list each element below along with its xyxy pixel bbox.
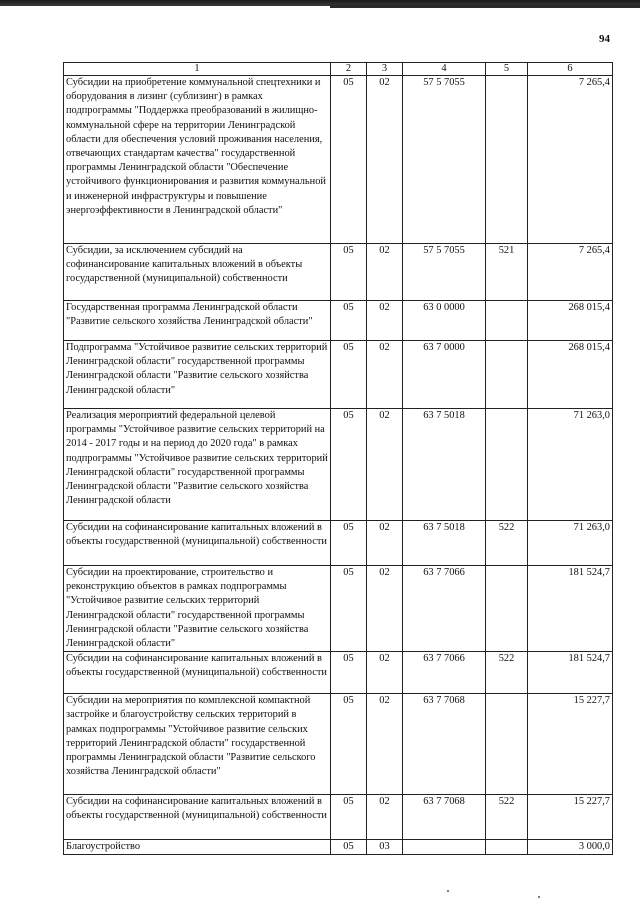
row-name: Благоустройство: [64, 840, 331, 855]
row-subsection: 02: [367, 244, 403, 301]
row-subsection: 02: [367, 409, 403, 521]
table-header: [64, 63, 613, 76]
row-name: Государственная программа Ленинградской области "Развитие сельского хозяйства Ленинградской области": [64, 301, 331, 341]
row-target-code: 63 7 5018: [403, 409, 486, 521]
budget-table: [63, 62, 613, 855]
row-name: Реализация мероприятий федеральной целевой программы "Устойчивое развитие сельских территорий на 2014 - 2017 годы и на период до 2020 года" в рамках подпрограммы "Устойчивое развитие сельских территорий Ленинградской области" государственной программы Ленинградской области "Развитие сельского хозяйства Ленинградской области: [64, 409, 331, 521]
row-target-code: 63 7 7068: [403, 795, 486, 840]
row-target-code: 63 7 7066: [403, 566, 486, 652]
row-subsection: 02: [367, 341, 403, 409]
row-target-code: 57 5 7055: [403, 76, 486, 244]
table-body: [64, 76, 613, 855]
row-subsection: 02: [367, 521, 403, 566]
table-row: [64, 652, 613, 694]
row-name: Субсидии на проектирование, строительство и реконструкцию объектов в рамках подпрограммы "Устойчивое развитие сельских территорий Ленинградской области" государственной программы Ленинградской области "Развитие сельского хозяйства Ленинградской области": [64, 566, 331, 652]
row-expense-type: 522: [486, 652, 528, 694]
scan-speck: [447, 890, 449, 892]
table-row: [64, 341, 613, 409]
header-col-3: 3: [367, 63, 403, 76]
row-name: Субсидии на приобретение коммунальной спецтехники и оборудования в лизинг (сублизинг) в рамках подпрограммы "Поддержка преобразований в жилищно-коммунальной сфере на территории Ленинградской области для обеспечения условий проживания населения, отвечающих стандартам качества" государственной программы Ленинградской области "Обеспечение устойчивого функционирования и развития коммунальной и инженерной инфраструктуры и повышение энергоэффективности в Ленинградской области": [64, 76, 331, 244]
row-section: 05: [331, 795, 367, 840]
row-section: 05: [331, 652, 367, 694]
row-amount: 268 015,4: [528, 341, 613, 409]
row-expense-type: [486, 341, 528, 409]
row-target-code: 63 7 7068: [403, 694, 486, 795]
row-expense-type: [486, 301, 528, 341]
header-col-2: 2: [331, 63, 367, 76]
row-target-code: [403, 840, 486, 855]
row-section: 05: [331, 694, 367, 795]
row-amount: 7 265,4: [528, 244, 613, 301]
header-col-6: 6: [528, 63, 613, 76]
row-section: 05: [331, 566, 367, 652]
row-name: Субсидии на софинансирование капитальных вложений в объекты государственной (муниципальной) собственности: [64, 652, 331, 694]
row-name: Субсидии на софинансирование капитальных вложений в объекты государственной (муниципальной) собственности: [64, 521, 331, 566]
row-subsection: 02: [367, 795, 403, 840]
row-section: 05: [331, 301, 367, 341]
table-row: [64, 521, 613, 566]
row-target-code: 63 7 7066: [403, 652, 486, 694]
row-name: Подпрограмма "Устойчивое развитие сельских территорий Ленинградской области" государственной программы Ленинградской области "Развитие сельского хозяйства Ленинградской области": [64, 341, 331, 409]
table-row: [64, 840, 613, 855]
row-section: 05: [331, 76, 367, 244]
table-row: [64, 244, 613, 301]
scan-top-border-tail: [330, 5, 640, 8]
row-name: Субсидии на софинансирование капитальных вложений в объекты государственной (муниципальной) собственности: [64, 795, 331, 840]
row-expense-type: [486, 840, 528, 855]
header-col-1: 1: [64, 63, 331, 76]
row-expense-type: [486, 409, 528, 521]
row-amount: 71 263,0: [528, 521, 613, 566]
row-section: 05: [331, 244, 367, 301]
row-subsection: 02: [367, 652, 403, 694]
row-target-code: 63 7 5018: [403, 521, 486, 566]
row-expense-type: [486, 694, 528, 795]
row-amount: 181 524,7: [528, 566, 613, 652]
row-amount: 15 227,7: [528, 795, 613, 840]
row-target-code: 63 7 0000: [403, 341, 486, 409]
row-name: Субсидии, за исключением субсидий на софинансирование капитальных вложений в объекты государственной (муниципальной) собственности: [64, 244, 331, 301]
row-expense-type: 521: [486, 244, 528, 301]
row-subsection: 02: [367, 694, 403, 795]
row-amount: 7 265,4: [528, 76, 613, 244]
table-row: [64, 566, 613, 652]
row-expense-type: [486, 566, 528, 652]
row-section: 05: [331, 521, 367, 566]
row-target-code: 63 0 0000: [403, 301, 486, 341]
table-row: [64, 795, 613, 840]
table-row: [64, 301, 613, 341]
page-number: 94: [599, 33, 610, 45]
row-section: 05: [331, 341, 367, 409]
header-col-4: 4: [403, 63, 486, 76]
row-subsection: 02: [367, 301, 403, 341]
row-subsection: 02: [367, 566, 403, 652]
header-row: [64, 63, 613, 76]
row-name: Субсидии на мероприятия по комплексной компактной застройке и благоустройству сельских территорий в рамках подпрограммы "Устойчивое развитие сельских территорий Ленинградской области" государственной программы Ленинградской области "Развитие сельского хозяйства Ленинградской области": [64, 694, 331, 795]
row-section: 05: [331, 409, 367, 521]
row-expense-type: 522: [486, 521, 528, 566]
row-amount: 3 000,0: [528, 840, 613, 855]
table-row: [64, 409, 613, 521]
row-section: 05: [331, 840, 367, 855]
row-amount: 71 263,0: [528, 409, 613, 521]
scan-speck: [538, 896, 540, 898]
row-expense-type: [486, 76, 528, 244]
row-target-code: 57 5 7055: [403, 244, 486, 301]
row-amount: 15 227,7: [528, 694, 613, 795]
row-subsection: 02: [367, 76, 403, 244]
row-amount: 268 015,4: [528, 301, 613, 341]
table-row: [64, 694, 613, 795]
row-expense-type: 522: [486, 795, 528, 840]
table-row: [64, 76, 613, 244]
row-subsection: 03: [367, 840, 403, 855]
row-amount: 181 524,7: [528, 652, 613, 694]
header-col-5: 5: [486, 63, 528, 76]
